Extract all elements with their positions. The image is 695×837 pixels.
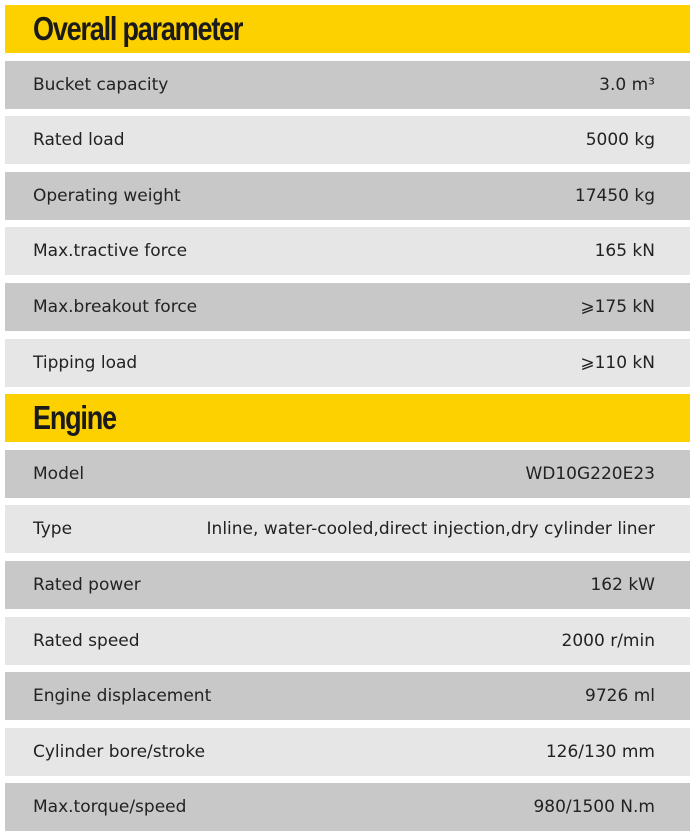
spec-row-max-torque-speed	[5, 783, 690, 831]
spec-label: Operating weight	[33, 185, 181, 206]
spec-value: WD10G220E23	[525, 463, 655, 484]
spec-label: Cylinder bore/stroke	[33, 741, 206, 762]
spec-label: Rated power	[33, 574, 141, 595]
spec-row-bucket-capacity	[5, 61, 690, 109]
section-title: Engine	[33, 399, 116, 437]
spec-row-operating-weight	[5, 172, 690, 220]
spec-row-max-breakout-force	[5, 283, 690, 331]
spec-row-rated-speed	[5, 617, 690, 665]
spec-value: 162 kW	[590, 574, 655, 595]
spec-value: 2000 r/min	[561, 630, 655, 651]
spec-row-model	[5, 450, 690, 498]
spec-value: ⩾110 kN	[580, 352, 655, 373]
section-header-engine	[5, 394, 690, 442]
spec-row-rated-power	[5, 561, 690, 609]
spec-label: Tipping load	[33, 352, 138, 373]
spec-value: 3.0 m³	[599, 74, 655, 95]
spec-row-max-tractive-force	[5, 227, 690, 275]
spec-value: 17450 kg	[574, 185, 655, 206]
spec-row-tipping-load	[5, 339, 690, 387]
section-header-overall-parameter	[5, 5, 690, 53]
spec-row-engine-displacement	[5, 672, 690, 720]
spec-value: 165 kN	[594, 241, 655, 262]
spec-value: 980/1500 N.m	[533, 797, 655, 818]
spec-label: Max.torque/speed	[33, 797, 187, 818]
spec-label: Max.tractive force	[33, 241, 188, 262]
spec-value: Inline, water-cooled,direct injection,dry cylinder liner	[206, 519, 655, 540]
spec-value: 126/130 mm	[545, 741, 655, 762]
section-title: Overall parameter	[33, 10, 243, 47]
spec-row-cylinder-bore-stroke	[5, 728, 690, 776]
spec-label: Max.breakout force	[33, 296, 198, 317]
spec-value: 5000 kg	[585, 130, 655, 151]
spec-value: 9726 ml	[585, 686, 655, 707]
spec-label: Bucket capacity	[33, 74, 169, 95]
spec-label: Type	[33, 519, 73, 540]
spec-label: Rated load	[33, 130, 125, 151]
spec-row-rated-load	[5, 116, 690, 164]
spec-row-type	[5, 505, 690, 553]
spec-sheet	[5, 5, 690, 831]
spec-label: Engine displacement	[33, 686, 212, 707]
spec-value: ⩾175 kN	[580, 296, 655, 317]
spec-label: Rated speed	[33, 630, 140, 651]
spec-label: Model	[33, 463, 85, 484]
